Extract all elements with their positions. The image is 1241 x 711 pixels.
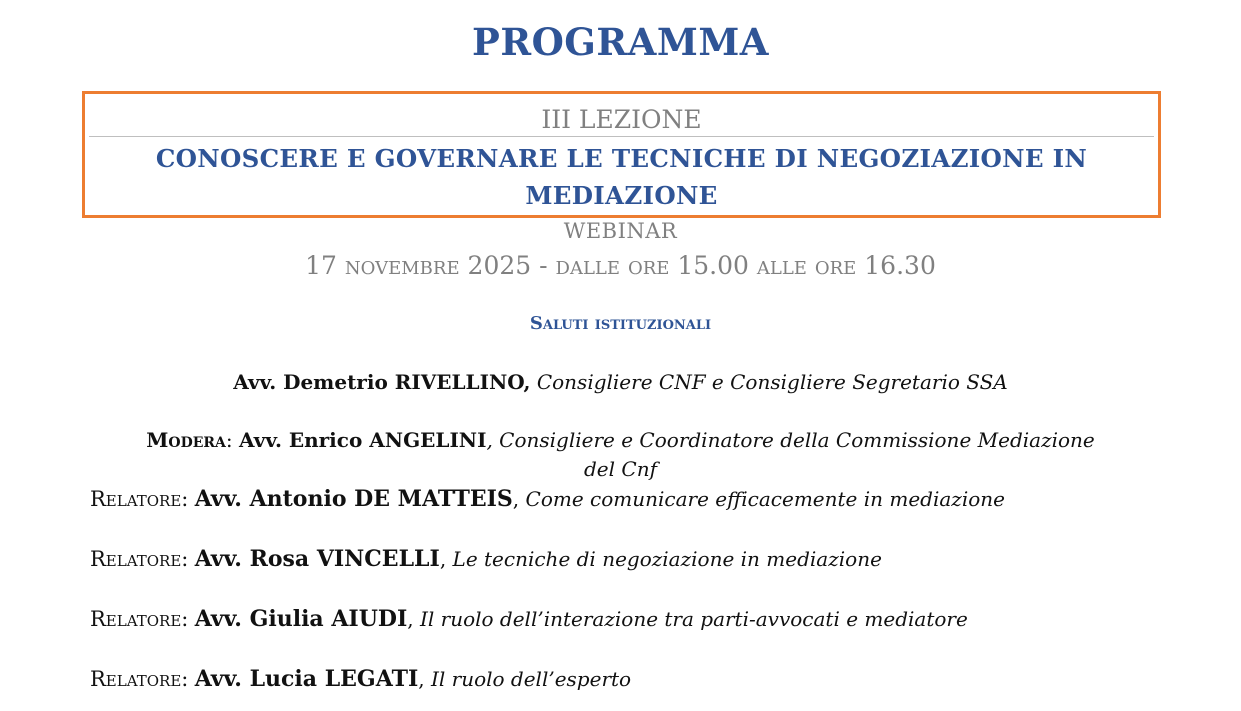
date-day: 17 bbox=[305, 251, 337, 280]
speaker-talk: Le tecniche di negoziazione in mediazione bbox=[452, 547, 882, 571]
moderator-colon: : bbox=[225, 428, 239, 452]
speaker-name: Avv. Lucia LEGATI bbox=[194, 666, 419, 692]
lesson-title-line1: CONOSCERE E GOVERNARE LE TECNICHE DI NEGOZIAZIONE IN bbox=[155, 144, 1088, 173]
event-date bbox=[0, 251, 1241, 280]
date-separator: - bbox=[531, 251, 556, 280]
time-end: 16.30 bbox=[864, 251, 936, 280]
speaker-sep: , bbox=[407, 607, 414, 631]
speaker-row bbox=[90, 666, 631, 692]
speaker-row bbox=[90, 546, 882, 572]
speaker-label: Relatore: bbox=[90, 487, 189, 511]
date-to-label: alle ore bbox=[756, 251, 857, 280]
saluti-speaker bbox=[0, 370, 1241, 394]
speaker-label: Relatore: bbox=[90, 607, 189, 631]
date-month: novembre bbox=[344, 251, 460, 280]
speaker-sep: , bbox=[418, 667, 425, 691]
lesson-box bbox=[82, 91, 1161, 218]
moderator-role-line2: del Cnf bbox=[584, 457, 657, 481]
date-from-label: dalle ore bbox=[555, 251, 670, 280]
lesson-title bbox=[85, 140, 1158, 214]
page-title: PROGRAMMA bbox=[472, 20, 769, 64]
saluti-speaker-name: Avv. Demetrio RIVELLINO, bbox=[233, 370, 531, 394]
event-format: WEBINAR bbox=[563, 219, 678, 243]
date-year: 2025 bbox=[467, 251, 532, 280]
speaker-row bbox=[90, 486, 1005, 512]
moderator-name: Avv. Enrico ANGELINI bbox=[239, 428, 487, 452]
saluti-speaker-role: Consigliere CNF e Consigliere Segretario SSA bbox=[536, 370, 1008, 394]
speaker-row bbox=[90, 606, 968, 632]
lesson-number: III LEZIONE bbox=[89, 94, 1154, 137]
speaker-talk: Il ruolo dell’esperto bbox=[430, 667, 632, 691]
speaker-label: Relatore: bbox=[90, 667, 189, 691]
speaker-sep: , bbox=[439, 547, 447, 571]
speaker-talk: Il ruolo dell’interazione tra parti-avvocati e mediatore bbox=[419, 607, 968, 631]
time-start: 15.00 bbox=[677, 251, 749, 280]
moderator-line1 bbox=[88, 426, 1153, 455]
lesson-title-line2: MEDIAZIONE bbox=[525, 181, 718, 210]
speaker-name: Avv. Rosa VINCELLI bbox=[194, 546, 440, 572]
moderator-block bbox=[88, 426, 1153, 484]
moderator-label: Modera bbox=[146, 428, 226, 452]
saluti-heading: Saluti istituzionali bbox=[529, 313, 712, 334]
speaker-talk: Come comunicare efficacemente in mediazione bbox=[525, 487, 1005, 511]
moderator-role-line1: , Consigliere e Coordinatore della Commissione Mediazione bbox=[486, 428, 1095, 452]
speaker-name: Avv. Giulia AIUDI bbox=[194, 606, 408, 632]
speaker-name: Avv. Antonio DE MATTEIS bbox=[194, 486, 513, 512]
speaker-sep: , bbox=[512, 487, 520, 511]
speaker-label: Relatore: bbox=[90, 547, 189, 571]
